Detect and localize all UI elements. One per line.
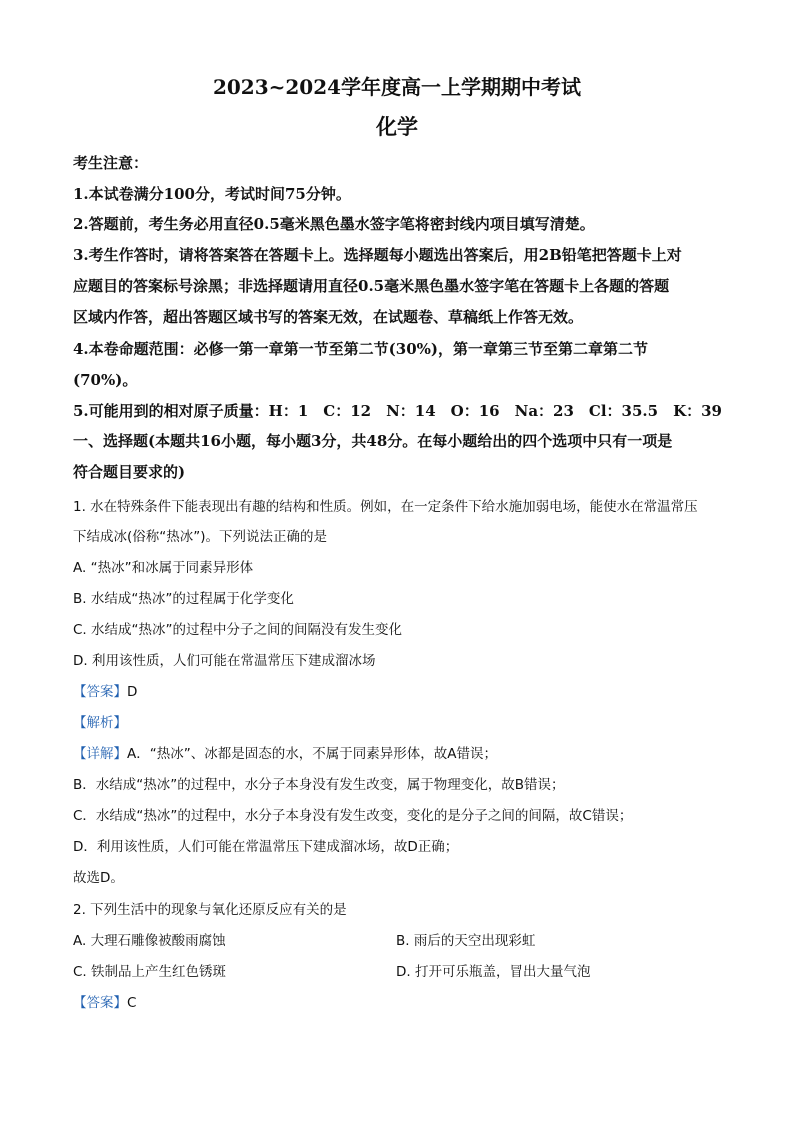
notice-item: 2.答题前，考生务必用直径0.5毫米黑色墨水签字笔将密封线内项目填写清楚。 xyxy=(73,215,595,233)
notice-item: 区域内作答，超出答题区域书写的答案无效，在试题卷、草稿纸上作答无效。 xyxy=(73,308,584,326)
detail-tag: 【详解】 xyxy=(73,746,127,762)
exam-title: 2023~2024学年度高一上学期期中考试 xyxy=(212,75,582,99)
q1-detail xyxy=(73,742,497,762)
section-heading-cont: 符合题目要求的) xyxy=(73,463,186,481)
q2-option-b: B. 雨后的天空出现彩虹 xyxy=(396,933,536,949)
notice-item: 4.本卷命题范围：必修一第一章第一节至第二节(30%)，第一章第三节至第二章第二节 xyxy=(73,340,648,358)
q1-stem: 1. 水在特殊条件下能表现出有趣的结构和性质。例如，在一定条件下给水施加弱电场，能使水在常温常压 xyxy=(73,499,698,515)
q1-detail-line: C．水结成“热冰”的过程中，水分子本身没有发生改变，变化的是分子之间的间隔，故C错误； xyxy=(73,808,633,824)
q1-stem: 下结成冰(俗称“热冰”)。下列说法正确的是 xyxy=(73,529,328,545)
answer-value: D xyxy=(127,684,138,700)
detail-line: A．“热冰”、冰都是固态的水，不属于同素异形体，故A错误； xyxy=(127,746,497,762)
q1-option-d: D. 利用该性质，人们可能在常温常压下建成溜冰场 xyxy=(73,653,376,669)
notice-item: 5.可能用到的相对原子质量：H：1 C：12 N：14 O：16 Na：23 Cl：35.5 K：39 xyxy=(73,402,722,420)
q2-option-d: D. 打开可乐瓶盖，冒出大量气泡 xyxy=(396,964,591,980)
q2-answer xyxy=(73,991,136,1011)
answer-tag: 【答案】 xyxy=(73,995,127,1011)
q1-answer xyxy=(73,680,137,700)
notice-item: 3.考生作答时，请将答案答在答题卡上。选择题每小题选出答案后，用2B铅笔把答题卡上对 xyxy=(73,246,682,264)
notice-heading: 考生注意： xyxy=(73,154,149,172)
q1-detail-line: B．水结成“热冰”的过程中，水分子本身没有发生改变，属于物理变化，故B错误； xyxy=(73,777,565,793)
answer-value: C xyxy=(127,995,137,1011)
q2-stem: 2. 下列生活中的现象与氧化还原反应有关的是 xyxy=(73,902,347,918)
section-heading: 一、选择题(本题共16小题，每小题3分，共48分。在每小题给出的四个选项中只有一项是 xyxy=(73,432,673,450)
q1-analysis-tag: 【解析】 xyxy=(73,715,127,731)
q1-conclusion: 故选D。 xyxy=(73,870,124,886)
subject-title: 化学 xyxy=(376,114,418,139)
q2-option-a: A. 大理石雕像被酸雨腐蚀 xyxy=(73,933,226,949)
notice-item: 应题目的答案标号涂黑；非选择题请用直径0.5毫米黑色墨水签字笔在答题卡上各题的答题 xyxy=(73,277,670,295)
notice-item: 1.本试卷满分100分，考试时间75分钟。 xyxy=(73,185,351,203)
q1-option-b: B. 水结成“热冰”的过程属于化学变化 xyxy=(73,591,294,607)
q1-option-c: C. 水结成“热冰”的过程中分子之间的间隔没有发生变化 xyxy=(73,622,402,638)
q1-option-a: A. “热冰”和冰属于同素异形体 xyxy=(73,560,254,576)
q1-detail-line: D．利用该性质，人们可能在常温常压下建成溜冰场，故D正确； xyxy=(73,839,459,855)
q2-option-c: C. 铁制品上产生红色锈斑 xyxy=(73,964,227,980)
notice-item: (70%)。 xyxy=(73,371,138,389)
answer-tag: 【答案】 xyxy=(73,684,127,700)
